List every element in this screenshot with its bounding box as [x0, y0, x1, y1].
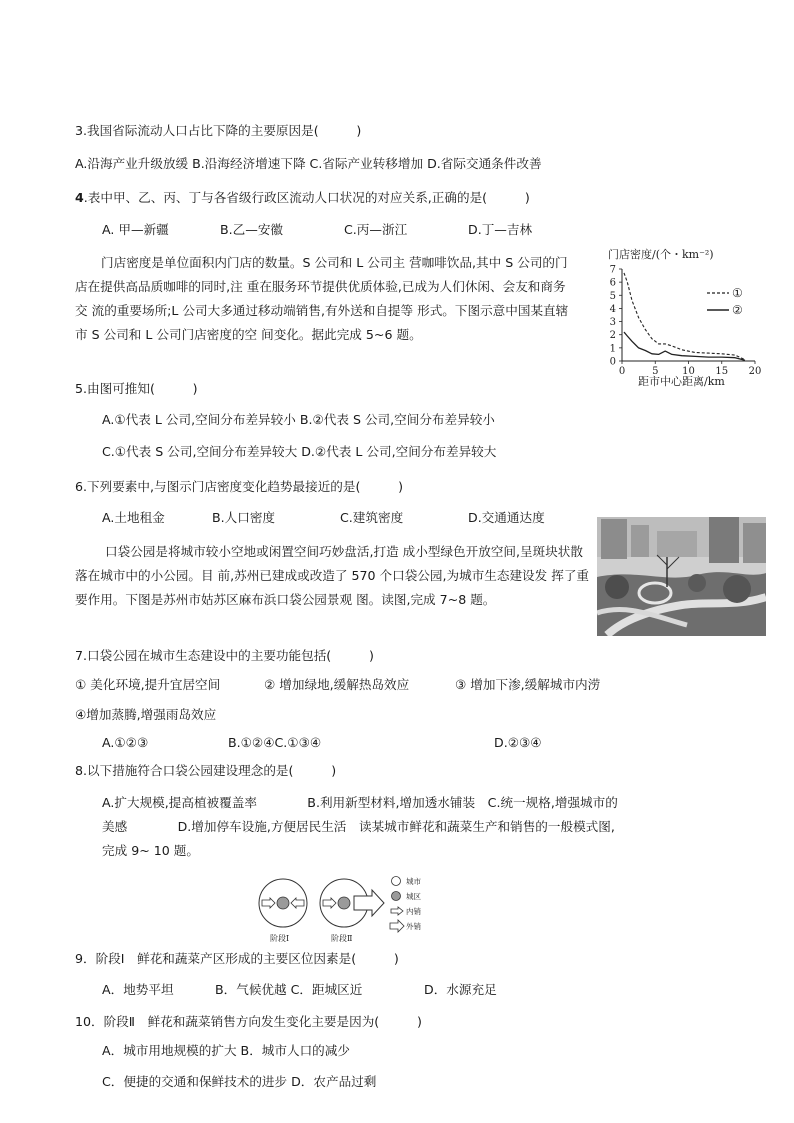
q4-stem-line	[75, 189, 530, 207]
q4-option-d: D.丁—吉林	[468, 222, 533, 237]
stage1-label: 阶段Ⅰ	[270, 934, 290, 943]
y-tick-label: 1	[609, 343, 616, 355]
legend-city-icon	[392, 877, 401, 886]
stage1-district-circle	[277, 897, 289, 909]
q4-option-c: C.丙—浙江	[344, 222, 408, 237]
stage2-district-circle	[338, 897, 350, 909]
q10-options-line1: A．城市用地规模的扩大 B．城市人口的减少	[102, 1043, 350, 1058]
legend-city-label: 城市	[406, 877, 421, 886]
y-tick-label: 3	[609, 317, 616, 329]
q8-stem: 8.以下措施符合口袋公园建设理念的是( )	[75, 763, 337, 778]
legend-district-label: 城区	[406, 892, 421, 901]
y-tick-label: 0	[609, 356, 616, 368]
x-tick-label: 15	[715, 366, 729, 377]
q9-option-bc: B．气候优越 C．距城区近	[215, 982, 363, 997]
q7-option-bc: B.①②④C.①③④	[228, 735, 322, 750]
legend-district-icon	[392, 892, 401, 901]
q10-options-line2: C．便捷的交通和保鲜技术的进步 D．农产品过剩	[102, 1074, 377, 1089]
y-tick-label: 6	[609, 277, 616, 289]
q4-number: 4	[75, 190, 84, 205]
y-tick-label: 7	[609, 264, 616, 276]
x-tick-label: 20	[748, 366, 762, 377]
legend-label-1: ①	[732, 286, 743, 300]
q5-stem: 5.由图可推知( )	[75, 381, 198, 396]
q4-option-b: B.乙—安徽	[220, 222, 284, 237]
flower-vegetable-model-diagram	[254, 872, 450, 946]
q9-option-a: A．地势平坦	[102, 982, 174, 997]
q5-options-line2: C.①代表 S 公司,空间分布差异较大 D.②代表 L 公司,空间分布差异较大	[102, 444, 497, 459]
chart-series	[624, 273, 745, 360]
stage2-label: 阶段Ⅱ	[331, 934, 353, 943]
q6-stem: 6.下列要素中,与图示门店密度变化趋势最接近的是( )	[75, 479, 404, 494]
x-tick-label: 0	[618, 366, 626, 377]
q7-stem: 7.口袋公园在城市生态建设中的主要功能包括( )	[75, 648, 374, 663]
chart-y-axis-label: 门店密度/(个・km⁻²)	[608, 248, 714, 261]
chart-y-ticks	[610, 265, 622, 368]
series-line-1	[624, 273, 745, 360]
passage-coffee-density: 门店密度是单位面积内门店的数量。S 公司和 L 公司主 营咖啡饮品,其中 S 公司的门店在提供高品质咖啡的同时,注 重在服务环节提供优质体验,已成为人们休闲、会友和商务交 流的重要场所;L 公司大多通过移动端销售,有外送和自提等 形式。下图示意中国某直辖市 S 公司和 L 公司门店密度的空 间变化。据此完成 5~6 题。	[75, 255, 569, 342]
legend-domestic-label: 内销	[406, 907, 421, 916]
chart-x-axis-label: 距市中心距离/km	[638, 375, 725, 388]
legend-domestic-icon	[391, 907, 403, 915]
q7-statement-1: ① 美化环境,提升宜居空间	[75, 677, 221, 692]
q5-options-line1: A.①代表 L 公司,空间分布差异较小 B.②代表 S 公司,空间分布差异较小	[102, 412, 495, 427]
q7-statement-2: ② 增加绿地,缓解热岛效应	[264, 677, 410, 692]
legend-export-icon	[390, 920, 404, 932]
q7-statement-3: ③ 增加下渗,缓解城市内涝	[455, 677, 601, 692]
q7-option-d: D.②③④	[494, 735, 542, 750]
q3-options: A.沿海产业升级放缓 B.沿海经济增速下降 C.省际产业转移增加 D.省际交通条件改善	[75, 156, 542, 171]
q9-option-d: D．水源充足	[424, 982, 497, 997]
q4-option-a: A. 甲—新疆	[102, 222, 169, 237]
x-tick-label: 10	[682, 366, 695, 377]
series-line-2	[624, 332, 745, 360]
pocket-park-photo	[597, 517, 766, 636]
y-tick-label: 2	[609, 330, 616, 342]
store-density-chart	[598, 243, 770, 393]
legend-export-label: 外销	[406, 922, 421, 931]
y-tick-label: 4	[609, 303, 616, 315]
x-tick-label: 5	[652, 366, 659, 377]
q10-stem: 10．阶段Ⅱ 鲜花和蔬菜销售方向发生变化主要是因为( )	[75, 1014, 422, 1029]
q8-options-and-lead: A.扩大规模,提高植被覆盖率 B.利用新型材料,增加透水铺装 C.统一规格,增强城市的美感 D.增加停车设施,方便居民生活 读某城市鲜花和蔬菜生产和销售的一般模式图,完成 9~ 10 题。	[102, 795, 618, 858]
passage-pocket-park: 口袋公园是将城市较小空地或闲置空间巧妙盘活,打造 成小型绿色开放空间,呈斑块状散落在城市中的小公园。目 前,苏州已建成或改造了 570 个口袋公园,为城市生态建设发 挥了重要作用。下图是苏州市姑苏区麻布浜口袋公园景观 图。读图,完成 7~8 题。	[75, 544, 590, 607]
q6-option-b: B.人口密度	[212, 510, 276, 525]
q6-option-d: D.交通通达度	[468, 510, 545, 525]
q7-statement-4: ④增加蒸腾,增强雨岛效应	[75, 707, 217, 722]
q6-option-a: A.土地租金	[102, 510, 165, 525]
q3-stem: 3.我国省际流动人口占比下降的主要原因是( )	[75, 123, 362, 138]
q6-option-c: C.建筑密度	[340, 510, 404, 525]
q9-stem: 9．阶段Ⅰ 鲜花和蔬菜产区形成的主要区位因素是( )	[75, 951, 399, 966]
legend-label-2: ②	[732, 303, 743, 317]
q7-option-a: A.①②③	[102, 735, 149, 750]
q4-stem: .表中甲、乙、丙、丁与各省级行政区流动人口状况的对应关系,正确的是( )	[83, 190, 530, 205]
y-tick-label: 5	[609, 290, 616, 302]
